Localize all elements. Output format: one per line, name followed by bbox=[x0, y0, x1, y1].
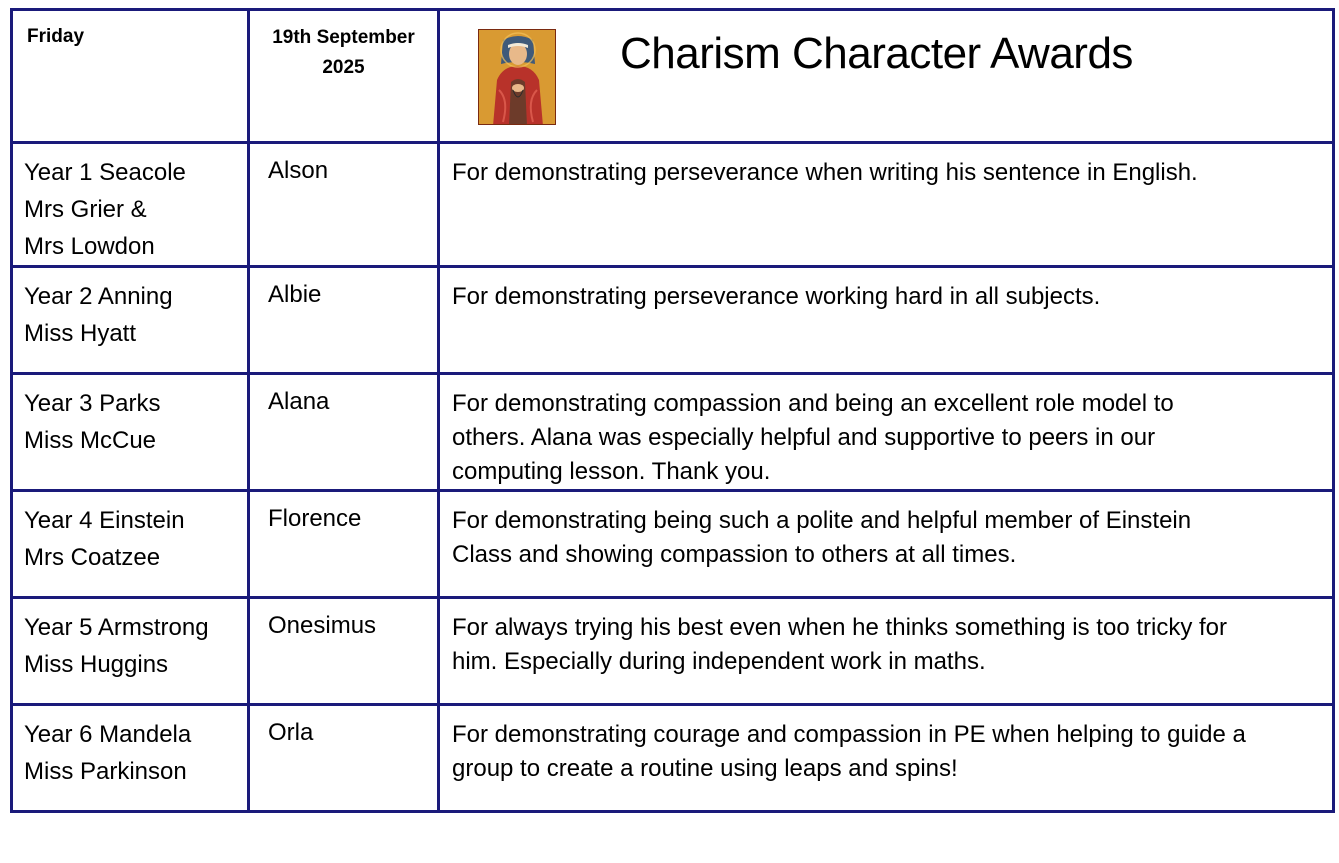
class-line: Year 2 Anning bbox=[24, 283, 173, 310]
reason-line: him. Especially during independent work in maths. bbox=[452, 648, 986, 675]
reason-line: For demonstrating compassion and being an excellent role model to bbox=[452, 390, 1174, 417]
class-line: Miss Hyatt bbox=[24, 320, 137, 347]
reason-cell bbox=[439, 143, 1334, 267]
name-cell bbox=[249, 491, 439, 598]
reason-line: group to create a routine using leaps and spins! bbox=[452, 755, 958, 782]
class-line: Year 6 Mandela bbox=[24, 721, 192, 748]
class-line: Miss Huggins bbox=[24, 651, 169, 678]
table-row bbox=[12, 491, 1334, 598]
pupil-name: Alana bbox=[268, 388, 330, 415]
day-label: Friday bbox=[27, 26, 85, 47]
reason-cell bbox=[439, 598, 1334, 705]
pupil-name: Florence bbox=[268, 505, 362, 532]
class-line: Miss McCue bbox=[24, 427, 157, 454]
reason-line: others. Alana was especially helpful and supportive to peers in our bbox=[452, 424, 1156, 451]
name-cell bbox=[249, 705, 439, 812]
reason-line: For demonstrating being such a polite and helpful member of Einstein bbox=[452, 507, 1192, 534]
class-cell bbox=[12, 491, 249, 598]
date-cell bbox=[249, 10, 439, 143]
pupil-name: Orla bbox=[268, 719, 314, 746]
name-cell bbox=[249, 374, 439, 491]
table-row bbox=[12, 374, 1334, 491]
date-line-1: 19th September bbox=[272, 27, 415, 48]
reason-line: For demonstrating perseverance when writing his sentence in English. bbox=[452, 159, 1198, 186]
name-cell bbox=[249, 143, 439, 267]
class-cell bbox=[12, 143, 249, 267]
reason-line: For demonstrating courage and compassion in PE when helping to guide a bbox=[452, 721, 1246, 748]
table-row bbox=[12, 143, 1334, 267]
reason-cell bbox=[439, 705, 1334, 812]
page-title: Charism Character Awards bbox=[620, 29, 1133, 78]
title-cell bbox=[439, 10, 1334, 143]
pupil-name: Onesimus bbox=[268, 612, 377, 639]
reason-line: For demonstrating perseverance working hard in all subjects. bbox=[452, 283, 1101, 310]
table-row bbox=[12, 705, 1334, 812]
pupil-name: Albie bbox=[268, 281, 322, 308]
reason-cell bbox=[439, 491, 1334, 598]
awards-table bbox=[10, 8, 1335, 813]
class-line: Mrs Grier & bbox=[24, 196, 147, 223]
class-line: Year 3 Parks bbox=[24, 390, 161, 417]
class-line: Year 1 Seacole bbox=[24, 159, 186, 186]
table-row bbox=[12, 598, 1334, 705]
reason-cell bbox=[439, 267, 1334, 374]
reason-cell bbox=[439, 374, 1334, 491]
class-cell bbox=[12, 705, 249, 812]
table-row bbox=[12, 267, 1334, 374]
class-cell bbox=[12, 267, 249, 374]
class-line: Miss Parkinson bbox=[24, 758, 187, 785]
class-cell bbox=[12, 598, 249, 705]
pupil-name: Alson bbox=[268, 157, 329, 184]
reason-line: Class and showing compassion to others at all times. bbox=[452, 541, 1017, 568]
reason-line: For always trying his best even when he thinks something is too tricky for bbox=[452, 614, 1228, 641]
name-cell bbox=[249, 598, 439, 705]
day-cell bbox=[12, 10, 249, 143]
reason-line: computing lesson. Thank you. bbox=[452, 458, 771, 485]
date-line-2: 2025 bbox=[322, 57, 365, 78]
class-line: Year 4 Einstein bbox=[24, 507, 185, 534]
saint-portrait-icon bbox=[478, 29, 556, 125]
class-line: Mrs Coatzee bbox=[24, 544, 161, 571]
header-row bbox=[12, 10, 1334, 143]
name-cell bbox=[249, 267, 439, 374]
class-line: Year 5 Armstrong bbox=[24, 614, 209, 641]
class-line: Mrs Lowdon bbox=[24, 233, 155, 260]
class-cell bbox=[12, 374, 249, 491]
